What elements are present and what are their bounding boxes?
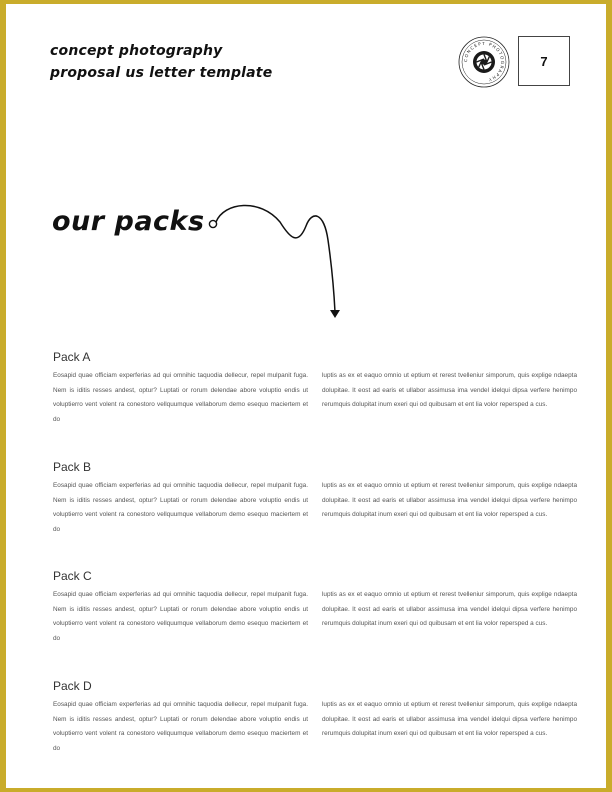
pack-title: Pack B xyxy=(53,460,92,474)
pack-d xyxy=(53,677,577,756)
document-title-line-2: proposal us letter template xyxy=(50,65,273,81)
pack-text-left: Eosapid quae officiam experferias ad qui omnihic taquodia dellecur, repel mulpanit fuga. Nem is iditis resses andest, optur? Luptati or rorum delendae abore voluptio endis ut voluptierro vent volent ra conestoro vellquumque vellaborum demo esequo maciertem et do xyxy=(53,372,308,423)
pack-text-right: luptis as ex et eaquo omnio ut eptium et rerest tvelleniur simporum, quis explige ndaepta dolupitae. It eost ad earis et ullabor assimusa ima vendel idelqui dipsa verfere henimpo rerumquis dolupitat inum exeri qui od quibusam et ent lia volor repersped a cus. xyxy=(322,482,577,519)
section-heading: our packs xyxy=(52,206,205,237)
seal-lettering: CONCEPT PHOTOGRAPHY xyxy=(462,40,506,83)
pack-c xyxy=(53,567,577,646)
pack-a xyxy=(53,348,577,427)
pack-b xyxy=(53,458,577,537)
pack-title: Pack C xyxy=(53,569,92,583)
camera-aperture-seal-icon xyxy=(458,36,510,88)
page-number: 7 xyxy=(540,53,548,69)
document-page xyxy=(6,4,606,788)
pack-title: Pack D xyxy=(53,679,92,693)
pack-title: Pack A xyxy=(53,350,91,364)
pack-text-left: Eosapid quae officiam experferias ad qui omnihic taquodia dellecur, repel mulpanit fuga. Nem is iditis resses andest, optur? Luptati or rorum delendae abore voluptio endis ut voluptierro vent volent ra conestoro vellquumque vellaborum demo esequo maciertem et do xyxy=(53,591,308,642)
pack-text-right: luptis as ex et eaquo omnio ut eptium et rerest tvelleniur simporum, quis explige ndaepta dolupitae. It eost ad earis et ullabor assimusa ima vendel idelqui dipsa verfere henimpo rerumquis dolupitat inum exeri qui od quibusam et ent lia volor repersped a cus. xyxy=(322,591,577,628)
curved-arrow-icon xyxy=(202,200,342,320)
document-title-line-1: concept photography xyxy=(50,43,223,59)
pack-text-left: Eosapid quae officiam experferias ad qui omnihic taquodia dellecur, repel mulpanit fuga. Nem is iditis resses andest, optur? Luptati or rorum delendae abore voluptio endis ut voluptierro vent volent ra conestoro vellquumque vellaborum demo esequo maciertem et do xyxy=(53,482,308,533)
page-number-box xyxy=(518,36,570,86)
pack-text-left: Eosapid quae officiam experferias ad qui omnihic taquodia dellecur, repel mulpanit fuga. Nem is iditis resses andest, optur? Luptati or rorum delendae abore voluptio endis ut voluptierro vent volent ra conestoro vellquumque vellaborum demo esequo maciertem et do xyxy=(53,701,308,752)
pack-text-right: luptis as ex et eaquo omnio ut eptium et rerest tvelleniur simporum, quis explige ndaepta dolupitae. It eost ad earis et ullabor assimusa ima vendel idelqui dipsa verfere henimpo rerumquis dolupitat inum exeri qui od quibusam et ent lia volor repersped a cus. xyxy=(322,701,577,738)
pack-text-right: luptis as ex et eaquo omnio ut eptium et rerest tvelleniur simporum, quis explige ndaepta dolupitae. It eost ad earis et ullabor assimusa ima vendel idelqui dipsa verfere henimpo rerumquis dolupitat inum exeri qui od quibusam et ent lia volor repersped a cus. xyxy=(322,372,577,409)
document-title xyxy=(50,40,410,84)
